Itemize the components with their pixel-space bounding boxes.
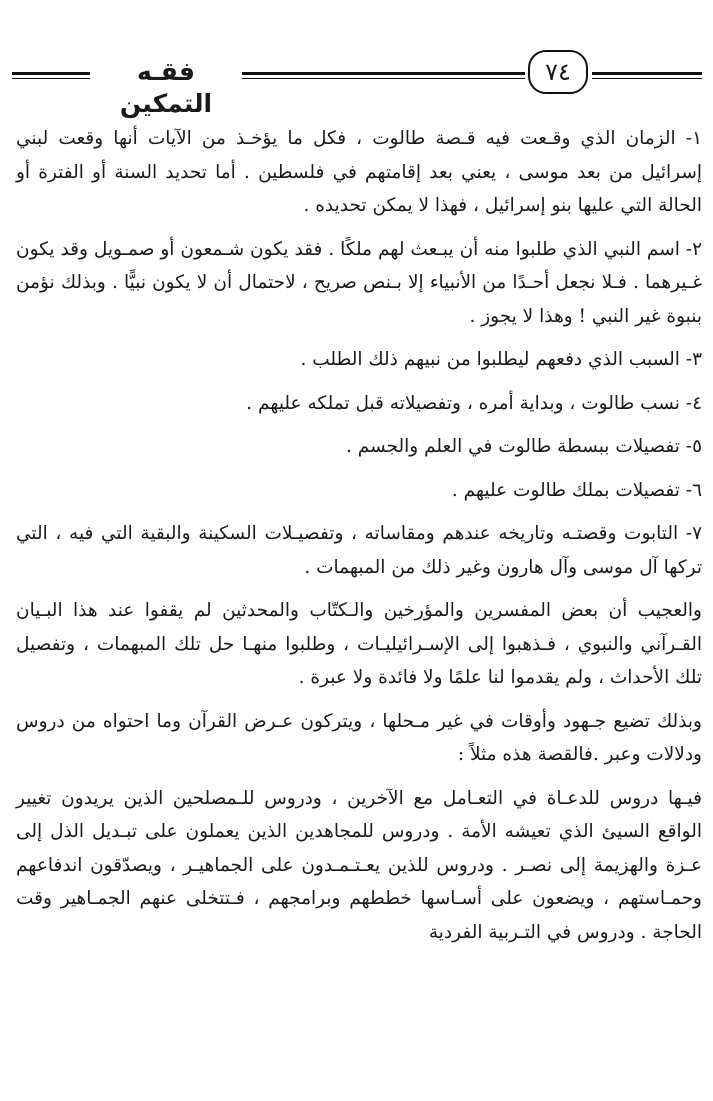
paragraph-list-item-4: ٤- نسب طالوت ، وبداية أمره ، وتفصيلاته قبل تملكه عليهم .: [246, 392, 702, 414]
paragraph-list-item-6: ٦- تفصيلات بملك طالوت عليهم .: [451, 479, 702, 501]
paragraph-lessons: فيـها دروس للدعـاة في التعـامل مع الآخرين ، ودروس للـمصلحين الذين يريدون تغيير الواقع السيئ الذي تعيشه الأمة . ودروس للمجاهدين الذين يعملون على تبـديل الذل إلى عـزة والهزيمة إلى نصـر . ودروس للذين يعـتـمـدون على الجماهيـر ، ويصدّقون اندفاعهم وحمـاستهم ، ويضعون على أسـاسها خططهم وبرامجهم ، فـتتخلى عنهم الجمـاهير وقت الحاجة . ودروس في التـربية الفردية: [16, 787, 702, 943]
paragraph-list-item-7: ٧- التابوت وقصتـه وتاريخه عندهم ومقاساته ، وتفصيـلات السكينة والبقية التي فيه ، التي تركها آل موسى وآل هارون وغير ذلك من المبهمات .: [16, 523, 702, 578]
paragraph-list-item-2: ٢- اسم النبي الذي طلبوا منه أن يبـعث لهم ملكًا . فقد يكون شـمعون أو صمـويل وقد يكون غـيرهما . فـلا نجعل أحـدًا من الأنبياء إلا بـنص صريح ، لاحتمال أن لا يكون نبيًّا . وبذلك نؤمن بنبوة غير النبي ! وهذا لا يجوز .: [16, 238, 702, 327]
paragraph-list-item-5: ٥- تفصيلات ببسطة طالوت في العلم والجسم .: [346, 436, 702, 457]
page-body: [16, 122, 702, 959]
paragraph-list-item-1: ١- الزمان الذي وقـعت فيه قـصة طالوت ، فكل ما يؤخـذ من الآيات أنها وقعت لبني إسرائيل من بعد موسى ، يعني بعد إقامتهم في فلسطين . أما تحديد السنة أو الفترة أو الحالة التي عليها بنو إسرائيل ، فهذا لا يمكن تحديده .: [16, 128, 702, 216]
paragraph-commentary: والعجيب أن بعض المفسرين والمؤرخين والـكتّاب والمحدثين لم يقفوا عند هذا البـيان القـرآني والنبوي ، فـذهبوا إلى الإسـرائيليـات ، وطلبوا منهـا حل تلك المبهمات ، وتفصيل تلك الأحداث ، ولم يقدموا لنا علمًا ولا فائدة ولا عبرة .: [16, 600, 702, 688]
header-rule-left: [12, 72, 90, 75]
paragraph-list-item-3: ٣- السبب الذي دفعهم ليطلبوا من نبيهم ذلك الطلب .: [300, 349, 702, 370]
page-header: [12, 50, 702, 118]
header-rule-right: [592, 72, 702, 75]
paragraph-consequence: وبذلك تضيع جـهود وأوقات في غير مـحلها ، ويتركون عـرض القرآن وما احتواه من دروس ودلالات وعبر .فالقصة هذه مثلاً :: [16, 710, 702, 765]
header-rule-middle: [242, 72, 525, 75]
running-title: فقـه التمكين: [119, 57, 213, 118]
page-number-badge: ٧٤: [528, 50, 588, 94]
